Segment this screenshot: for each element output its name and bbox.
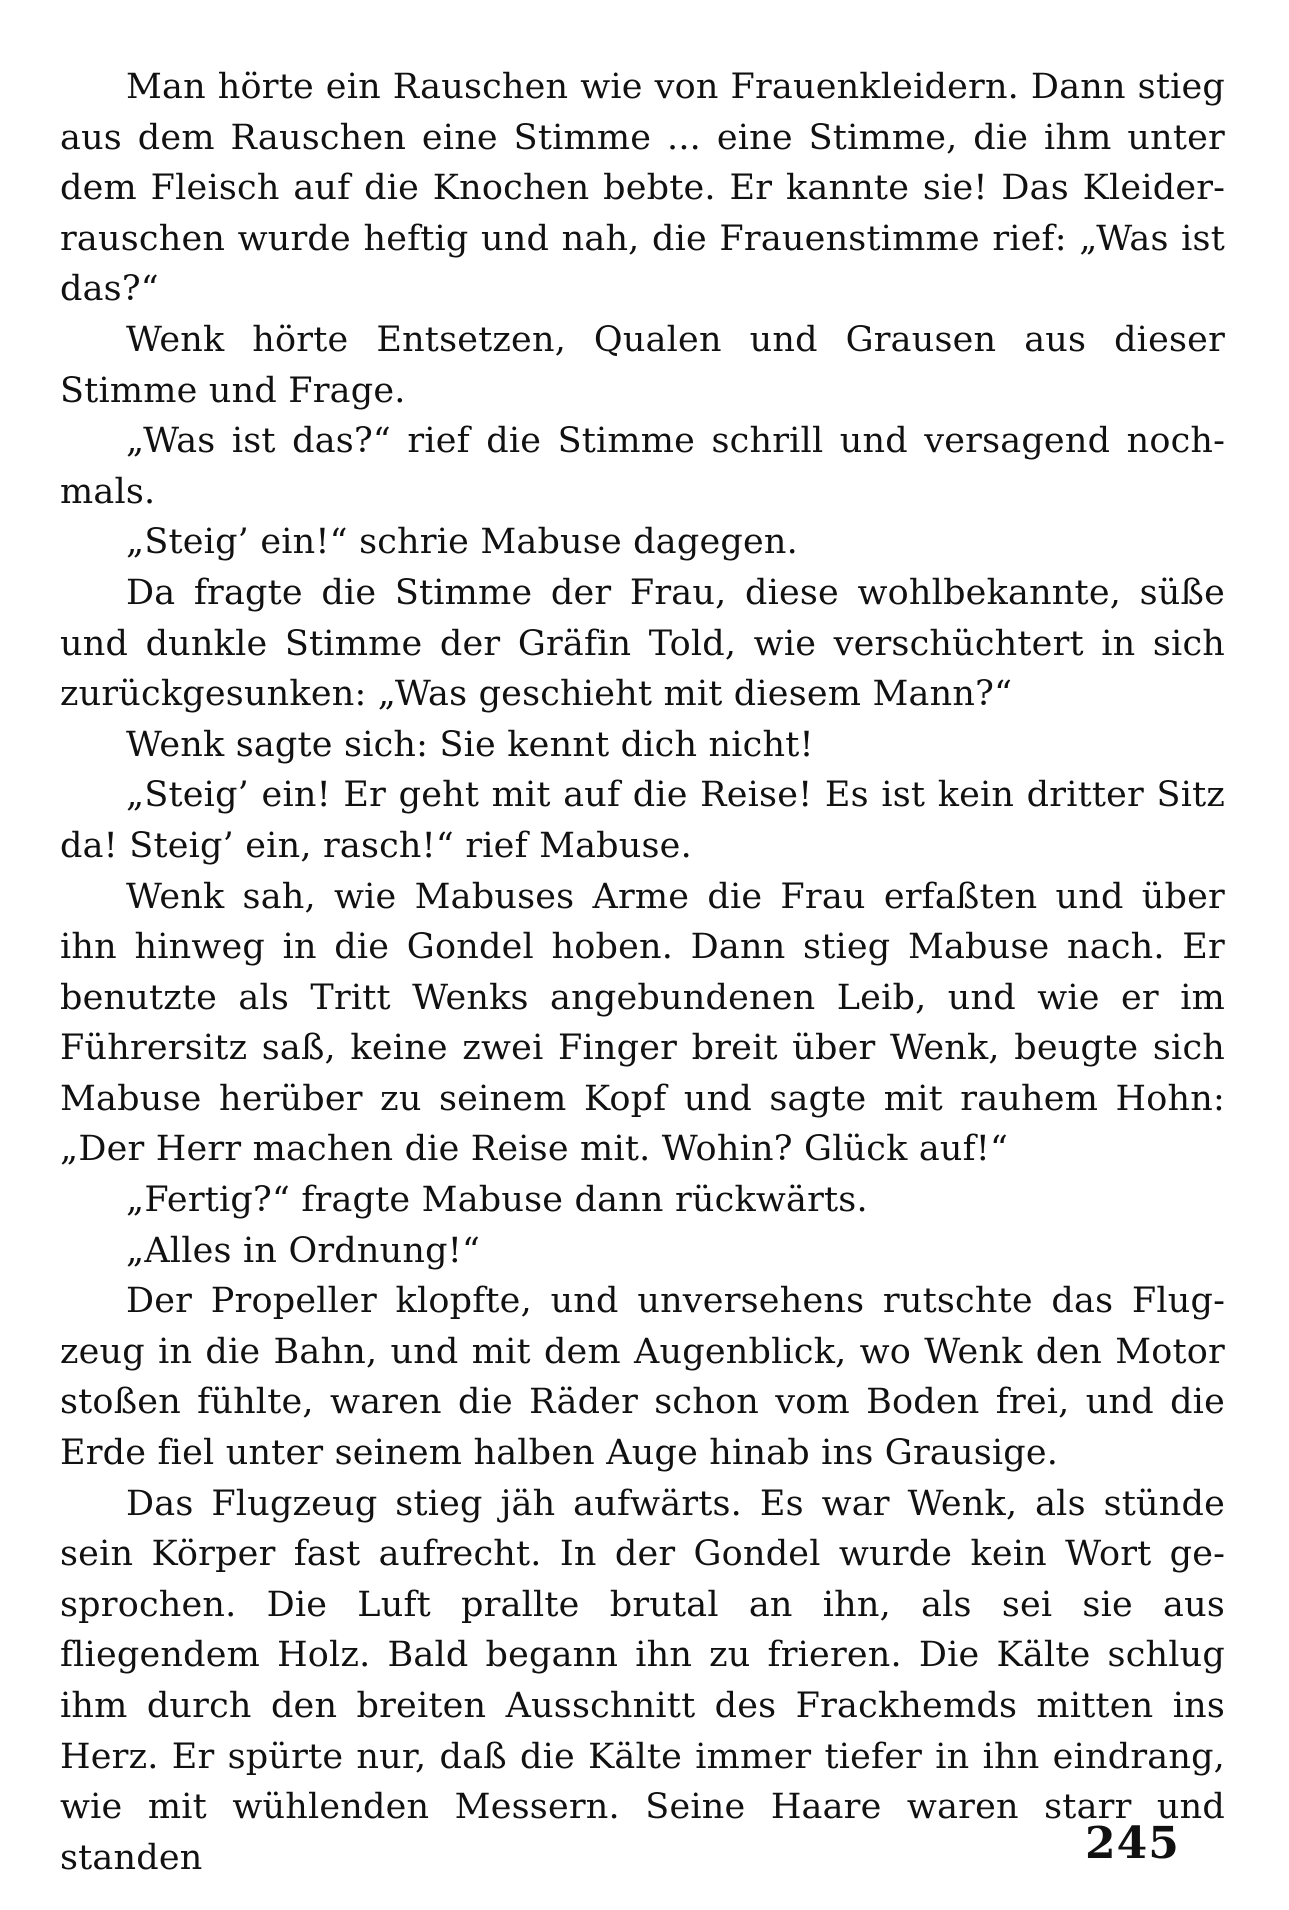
page-number: 245 <box>1085 1818 1180 1869</box>
paragraph: Man hörte ein Rauschen wie von Frauenkleidern. Dann stieg aus dem Rauschen eine Stimme ... eine Stimme, die ihm unter dem Fleisch auf die Knochen bebte. Er kannte sie! Das Kleiderrauschen wurde heftig und nah, die Frauenstimme rief: „Was ist das?“ <box>60 67 1225 310</box>
paragraph: „Steig’ ein!“ schrie Mabuse dagegen. <box>126 522 798 563</box>
paragraph: Wenk hörte Entsetzen, Qualen und Grausen aus dieser Stimme und Frage. <box>60 319 1225 411</box>
paragraph: Da fragte die Stimme der Frau, diese wohlbekannte, süße und dunkle Stimme der Gräfin Told, wie verschüchtert in sich zurückgesunken: „Was geschieht mit diesem Mann?“ <box>60 572 1225 715</box>
paragraph: Wenk sah, wie Mabuses Arme die Frau erfaßten und über ihn hinweg in die Gondel hoben. Dann stieg Mabuse nach. Er benutzte als Tritt Wenks angebundenen Leib, und wie er im Führersitz saß, keine zwei Finger breit über Wenk, beugte sich Mabuse herüber zu seinem Kopf und sagte mit rauhem Hohn: „Der Herr machen die Reise mit. Wohin? Glück auf!“ <box>60 876 1225 1170</box>
paragraph: Der Propeller klopfte, und unversehens rutschte das Flugzeug in die Bahn, und mit dem Augenblick, wo Wenk den Motor stoßen fühlte, waren die Räder schon vom Boden frei, und die Erde fiel unter seinem halben Auge hinab ins Grausige. <box>60 1281 1225 1474</box>
paragraph: Wenk sagte sich: Sie kennt dich nicht! <box>126 724 814 765</box>
paragraph: „Was ist das?“ rief die Stimme schrill und versagend nochmals. <box>60 421 1225 512</box>
paragraph: „Alles in Ordnung!“ <box>126 1230 481 1271</box>
body-text <box>60 62 1225 1883</box>
paragraph: Das Flugzeug stieg jäh aufwärts. Es war Wenk, als stünde sein Körper fast aufrecht. In der Gondel wurde kein Wort gesprochen. Die Luft prallte brutal an ihn, als sei sie aus fliegendem Holz. Bald begann ihn zu frieren. Die Kälte schlug ihm durch den breiten Ausschnitt des Frackhemds mitten ins Herz. Er spürte nur, daß die Kälte immer tiefer in ihn eindrang, wie mit wühlenden Messern. Seine Haare waren starr und standen <box>60 1483 1225 1878</box>
paragraph: „Fertig?“ fragte Mabuse dann rückwärts. <box>126 1180 868 1221</box>
paragraph: „Steig’ ein! Er geht mit auf die Reise! Es ist kein dritter Sitz da! Steig’ ein, rasch!“ rief Mabuse. <box>60 775 1225 866</box>
